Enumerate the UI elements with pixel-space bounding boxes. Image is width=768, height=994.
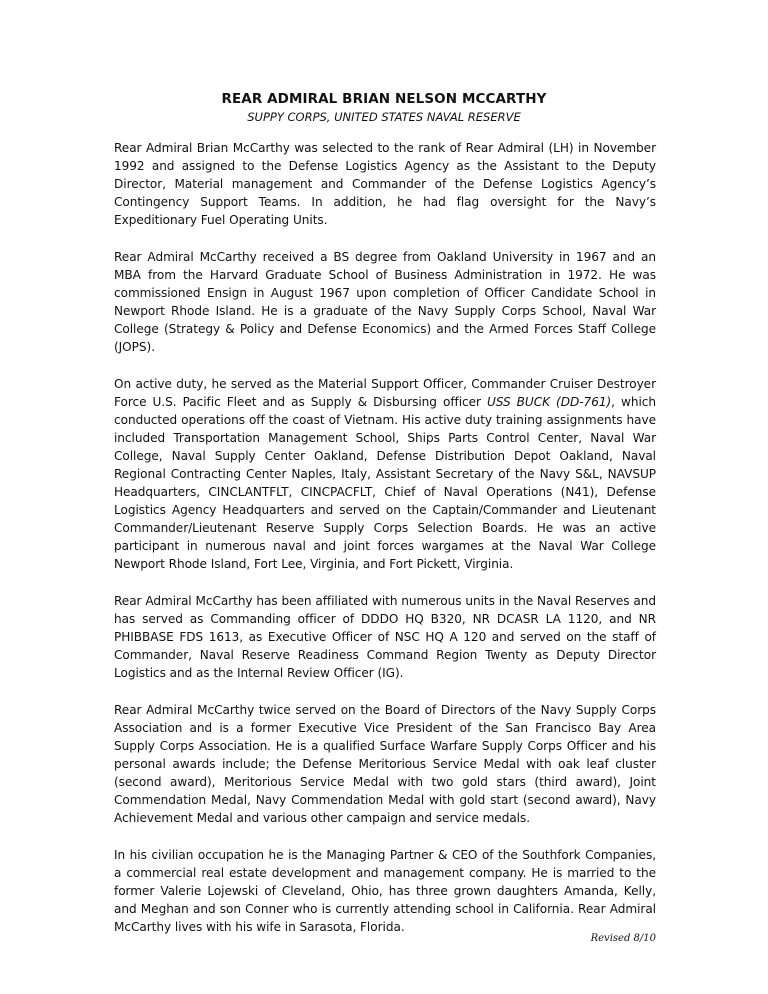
paragraph-awards: Rear Admiral McCarthy twice served on the Board of Directors of the Navy Supply Corps Association and is a former Executive Vice President of the San Francisco Bay Area Supply Corps Association. He is a qualified Surface Warfare Supply Corps Officer and his personal awards include; the Defense Meritorious Service Medal with oak leaf cluster (second award), Meritorious Service Medal with two gold stars (third award), Joint Commendation Medal, Navy Commendation Medal with gold start (second award), Navy Achievement Medal and various other campaign and service medals. — [114, 703, 656, 825]
document-subtitle: SUPPY CORPS, UNITED STATES NAVAL RESERVE — [247, 110, 521, 124]
document-title: REAR ADMIRAL BRIAN NELSON MCCARTHY — [221, 91, 547, 107]
paragraph-civilian: In his civilian occupation he is the Managing Partner & CEO of the Southfork Companies, a commercial real estate development and management company. He is married to the former Valerie Lojewski of Cleveland, Ohio, has three grown daughters Amanda, Kelly, and Meghan and son Conner who is currently attending school in California. Rear Admiral McCarthy lives with his wife in Sarasota, Florida. — [114, 848, 656, 934]
revision-note: Revised 8/10 — [590, 933, 656, 944]
paragraph-reserve-units: Rear Admiral McCarthy has been affiliated with numerous units in the Naval Reserves and has served as Commanding officer of DDDO HQ B320, NR DCASR LA 1120, and NR PHIBBASE FDS 1613, as Executive Officer of NSC HQ A 120 and served on the staff of Commander, Naval Reserve Readiness Command Region Twenty as Deputy Director Logistics and as the Internal Review Officer (IG). — [114, 594, 656, 680]
active-duty-text-end: , which conducted operations off the coast of Vietnam. His active duty training assignments have included Transportation Management School, Ships Parts Control Center, Naval War College, Naval Supply Center Oakland, Defense Distribution Depot Oakland, Naval Regional Contracting Center Naples, Italy, Assistant Secretary of the Navy S&L, NAVSUP Headquarters, CINCLANTFLT, CINCPACFLT, Chief of Naval Operations (N41), Defense Logistics Agency Headquarters and served on the Captain/Commander and Lieutenant Commander/Lieutenant Reserve Supply Corps Selection Boards. He was an active participant in numerous naval and joint forces wargames at the Naval War College Newport Rhode Island, Fort Lee, Virginia, and Fort Pickett, Virginia. — [114, 395, 656, 571]
paragraph-promotion: Rear Admiral Brian McCarthy was selected to the rank of Rear Admiral (LH) in November 1992 and assigned to the Defense Logistics Agency as the Assistant to the Deputy Director, Material management and Commander of the Defense Logistics Agency’s Contingency Support Teams. In addition, he had flag oversight for the Navy’s Expeditionary Fuel Operating Units. — [114, 141, 656, 227]
paragraph-education: Rear Admiral McCarthy received a BS degree from Oakland University in 1967 and an MBA from the Harvard Graduate School of Business Administration in 1972. He was commissioned Ensign in August 1967 upon completion of Officer Candidate School in Newport Rhode Island. He is a graduate of the Navy Supply Corps School, Naval War College (Strategy & Policy and Defense Economics) and the Armed Forces Staff College (JOPS). — [114, 250, 656, 354]
ship-name: USS BUCK (DD-761) — [487, 395, 612, 409]
document-body — [114, 139, 656, 955]
active-duty-text-start: On active duty, he served as the Material Support Officer, Commander Cruiser Destroyer Force U.S. Pacific Fleet and as Supply & Disbursing officer — [114, 377, 656, 409]
paragraph-active-duty — [114, 375, 656, 573]
